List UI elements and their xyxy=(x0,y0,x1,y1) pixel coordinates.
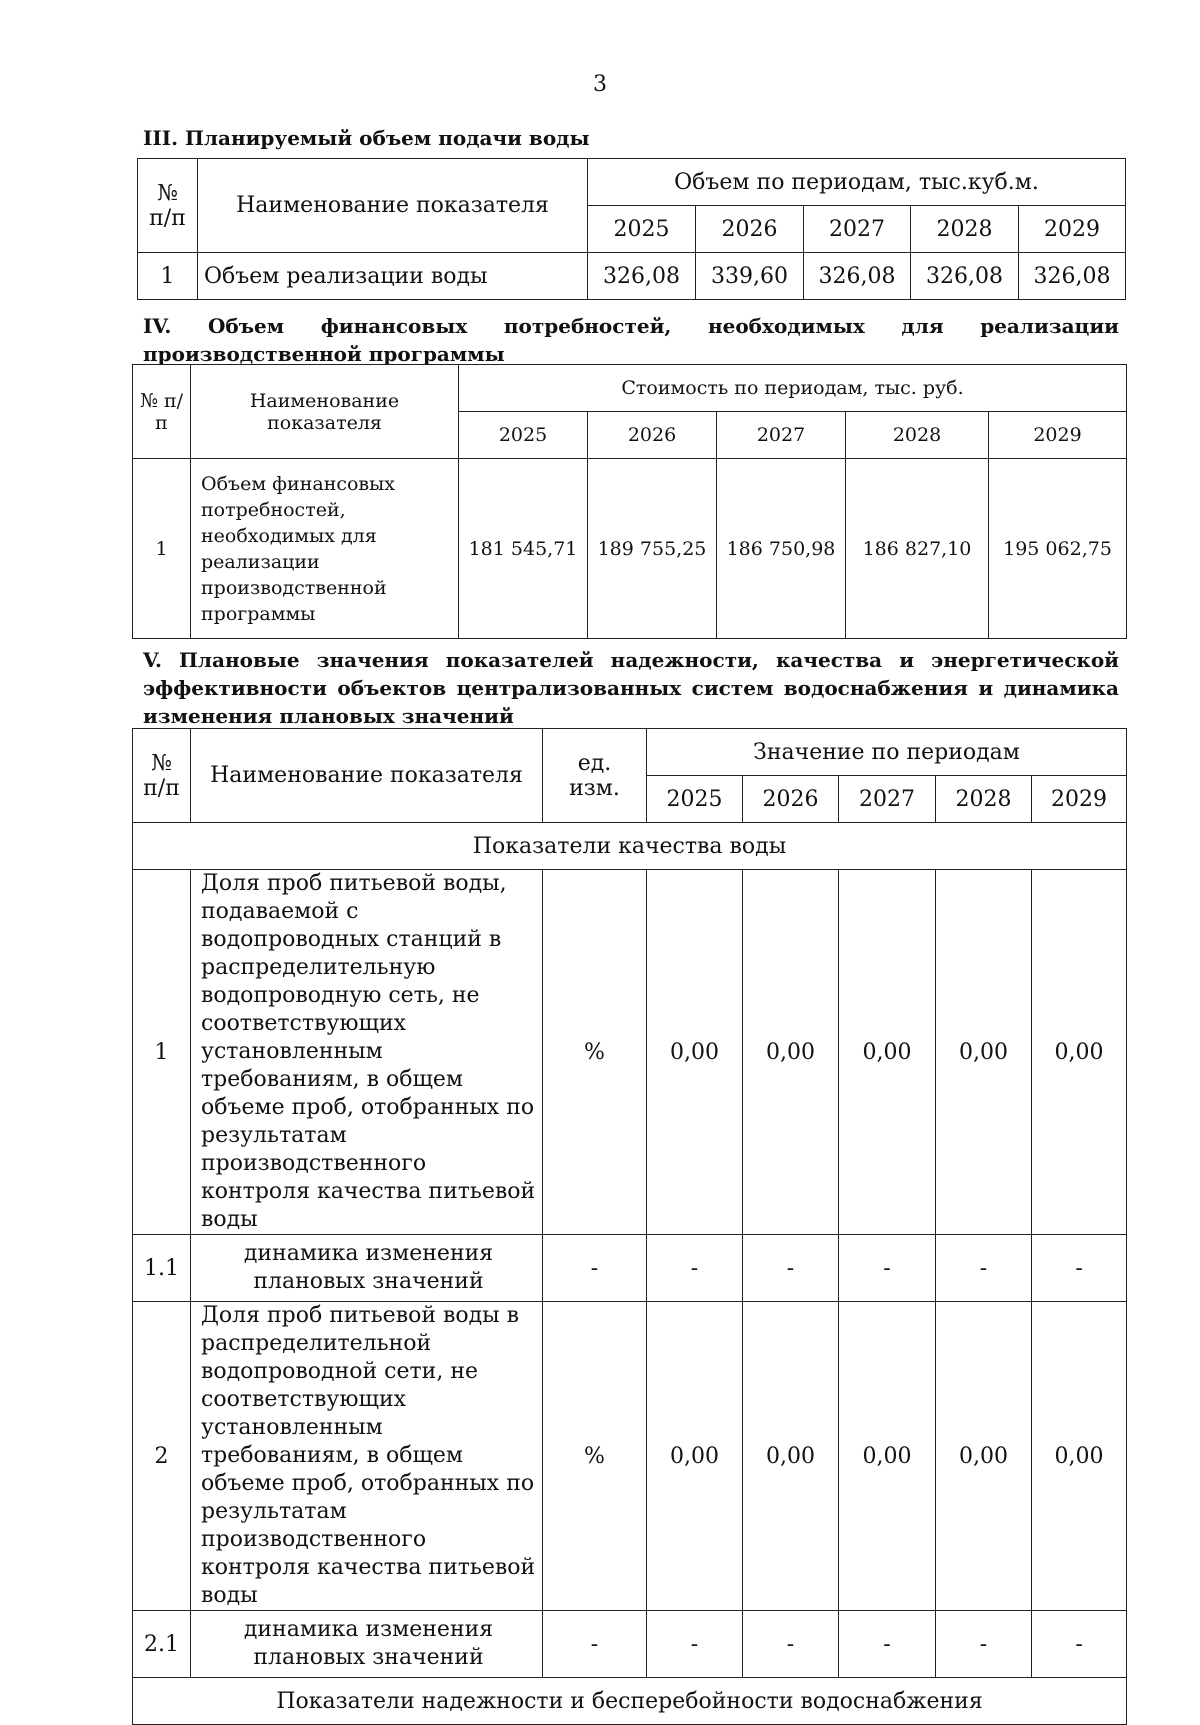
year-header: 2029 xyxy=(1032,776,1127,823)
col-header-period: Значение по периодам xyxy=(647,729,1127,776)
row-unit: % xyxy=(543,870,647,1235)
row-unit: % xyxy=(543,1302,647,1611)
year-header: 2026 xyxy=(696,206,804,253)
col-header-name: Наименование показателя xyxy=(198,159,588,253)
row-value: 195 062,75 xyxy=(989,459,1127,639)
col-header-name: Наименование показателя xyxy=(191,365,459,459)
row-value: 0,00 xyxy=(839,1302,936,1611)
group-header-reliability: Показатели надежности и бесперебойности водоснабжения xyxy=(133,1678,1127,1725)
year-header: 2027 xyxy=(804,206,911,253)
section-3-title: III. Планируемый объем подачи воды xyxy=(143,126,590,150)
financial-needs-table xyxy=(132,364,1127,639)
year-header: 2025 xyxy=(459,412,588,459)
row-value: 0,00 xyxy=(1032,870,1127,1235)
row-value: - xyxy=(743,1235,839,1302)
row-value: - xyxy=(936,1235,1032,1302)
col-header-period: Объем по периодам, тыс.куб.м. xyxy=(588,159,1126,206)
col-header-period: Стоимость по периодам, тыс. руб. xyxy=(459,365,1127,412)
row-value: - xyxy=(839,1611,936,1678)
table-row xyxy=(133,870,1127,1235)
row-value: 0,00 xyxy=(839,870,936,1235)
col-header-unit: ед. изм. xyxy=(543,729,647,823)
row-name: динамика изменения плановых значений xyxy=(191,1611,543,1678)
row-value: - xyxy=(647,1611,743,1678)
year-header: 2027 xyxy=(839,776,936,823)
row-value: 181 545,71 xyxy=(459,459,588,639)
section-5-title: V. Плановые значения показателей надежности, качества и энергетической эффективности объектов централизованных систем водоснабжения и динамика изменения плановых значений xyxy=(143,648,1119,728)
row-value: 0,00 xyxy=(743,1302,839,1611)
row-value: - xyxy=(936,1611,1032,1678)
group-header-water-quality: Показатели качества воды xyxy=(133,823,1127,870)
row-value: 0,00 xyxy=(743,870,839,1235)
year-header: 2025 xyxy=(588,206,696,253)
row-unit: - xyxy=(543,1611,647,1678)
row-value: - xyxy=(1032,1235,1127,1302)
row-name: Объем финансовых потребностей, необходимых для реализации производственной программы xyxy=(191,459,459,639)
row-value: 339,60 xyxy=(696,253,804,300)
row-num: 1 xyxy=(133,870,191,1235)
row-name: Доля проб питьевой воды, подаваемой с водопроводных станций в распределительную водопроводную сеть, не соответствующих установленным требованиям, в общем объеме проб, отобранных по результатам производственного контроля качества питьевой воды xyxy=(191,870,543,1235)
table-row xyxy=(133,1235,1127,1302)
table-row xyxy=(133,1611,1127,1678)
year-header: 2028 xyxy=(911,206,1019,253)
row-value: 186 750,98 xyxy=(717,459,846,639)
year-header: 2029 xyxy=(1019,206,1126,253)
year-header: 2028 xyxy=(936,776,1032,823)
col-header-num: № п/п xyxy=(133,729,191,823)
row-value: - xyxy=(839,1235,936,1302)
row-name: Объем реализации воды xyxy=(198,253,588,300)
row-value: 326,08 xyxy=(1019,253,1126,300)
section-4-title: IV. Объем финансовых потребностей, необходимых для реализации производственной программы xyxy=(143,314,1119,366)
year-header: 2026 xyxy=(588,412,717,459)
row-num: 2.1 xyxy=(133,1611,191,1678)
row-value: 0,00 xyxy=(936,870,1032,1235)
year-header: 2025 xyxy=(647,776,743,823)
page-number: 3 xyxy=(593,72,607,97)
row-value: 326,08 xyxy=(804,253,911,300)
row-value: 0,00 xyxy=(936,1302,1032,1611)
row-value: 326,08 xyxy=(588,253,696,300)
year-header: 2027 xyxy=(717,412,846,459)
row-value: 0,00 xyxy=(1032,1302,1127,1611)
col-header-num: № п/п xyxy=(133,365,191,459)
row-value: 0,00 xyxy=(647,870,743,1235)
row-num: 1.1 xyxy=(133,1235,191,1302)
row-value: - xyxy=(743,1611,839,1678)
row-name: динамика изменения плановых значений xyxy=(191,1235,543,1302)
indicators-table xyxy=(132,728,1127,1725)
table-row xyxy=(138,253,1126,300)
row-value: 189 755,25 xyxy=(588,459,717,639)
year-header: 2028 xyxy=(846,412,989,459)
row-num: 2 xyxy=(133,1302,191,1611)
col-header-name: Наименование показателя xyxy=(191,729,543,823)
row-unit: - xyxy=(543,1235,647,1302)
col-header-num: № п/п xyxy=(138,159,198,253)
table-row xyxy=(133,459,1127,639)
year-header: 2029 xyxy=(989,412,1127,459)
row-value: - xyxy=(1032,1611,1127,1678)
year-header: 2026 xyxy=(743,776,839,823)
row-value: 186 827,10 xyxy=(846,459,989,639)
row-value: 326,08 xyxy=(911,253,1019,300)
row-value: - xyxy=(647,1235,743,1302)
row-name: Доля проб питьевой воды в распределительной водопроводной сети, не соответствующих установленным требованиям, в общем объеме проб, отобранных по результатам производственного контроля качества питьевой воды xyxy=(191,1302,543,1611)
row-value: 0,00 xyxy=(647,1302,743,1611)
row-num: 1 xyxy=(138,253,198,300)
water-supply-table xyxy=(137,158,1126,300)
table-row xyxy=(133,1302,1127,1611)
row-num: 1 xyxy=(133,459,191,639)
